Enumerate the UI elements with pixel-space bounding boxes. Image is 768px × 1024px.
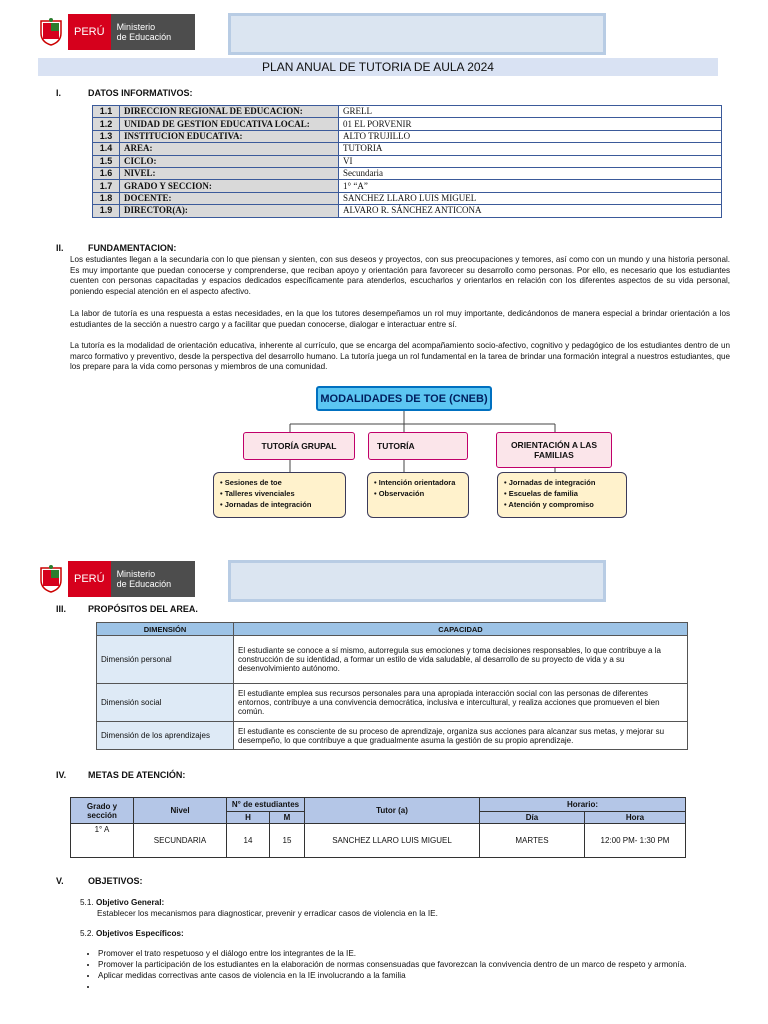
section-number: III. (56, 604, 67, 614)
diagram-list-tutoria-grupal (213, 472, 346, 518)
column-header: DIMENSIÓN (97, 623, 234, 636)
ministerio-label: Ministerio de Educación (111, 561, 196, 597)
table-row: 1.5 CICLO: VI (93, 155, 722, 167)
list-item: • Jornadas de integración (504, 478, 596, 487)
list-item: • Observación (374, 489, 425, 498)
section-title: FUNDAMENTACION: (88, 243, 177, 253)
column-header: CAPACIDAD (234, 623, 688, 636)
diagram-title: MODALIDADES DE TOE (CNEB) (316, 386, 492, 411)
ministerio-label: Ministerio de Educación (111, 14, 196, 50)
objetivo-general-text: Establecer los mecanismos para diagnosticar, prevenir y erradicar casos de violencia en la IE. (97, 909, 438, 918)
peru-label: PERÚ (68, 14, 111, 50)
table-row: Dimensión social El estudiante emplea sus recursos personales para una apropiada interacción social con las personas de diferentes entornos, contribuye a una convivencia democrática, inclusiva e intercultural, y realiza acciones que promueven el bien común. (97, 684, 688, 722)
fundamentacion-paragraph: Los estudiantes llegan a la secundaria con lo que piensan y sienten, con sus deseos y proyectos, con sus preocupaciones y temores, así como con un mundo y una historia personal. Es muy importante que puedan conocerse y comprenderse, que reciban apoyo y orientación para favorecer su desarrollo como personas. Por ello, es necesario que los estudiantes cuenten con personas capacitadas y espacios dedicados específicamente para atenderlos, escucharlos y orientarlos en relación con los diferentes aspectos de su vida personal, poniendo especial atención en el aspecto afectivo. (70, 255, 730, 296)
objetivos-list (80, 948, 718, 992)
fundamentacion-paragraph: La labor de tutoría es una respuesta a estas necesidades, en la que los tutores desempeñamos un rol muy importante, dedicándonos de manera especial a brindar orientación a los estudiantes de la sección a nuestro cargo y a facilitar que puedan conocerse, dialogar e interactuar entre sí. (70, 309, 730, 329)
peru-label: PERÚ (68, 561, 111, 597)
table-row: 1.9 DIRECTOR(A): ALVARO R. SÁNCHEZ ANTICONA (93, 205, 722, 217)
section-title: DATOS INFORMATIVOS: (88, 88, 193, 98)
table-row: Dimensión personal El estudiante se conoce a sí mismo, autorregula sus emociones y toma decisiones responsables, lo que contribuye a la construcción de su identidad, a formar un estilo de vida saludable, al desarrollo de su proyecto de vida y a su desenvolvimiento autónomo. (97, 636, 688, 684)
list-item: • Sesiones de toe (220, 478, 282, 487)
diagram-list-orientacion (497, 472, 627, 518)
list-item: • Promover el trato respetuoso y el diálogo entre los integrantes de la IE. (98, 948, 718, 959)
list-item: • Talleres vivenciales (220, 489, 295, 498)
list-item: • Atención y compromiso (504, 500, 594, 509)
table-row: Dimensión de los aprendizajes El estudiante es consciente de su proceso de aprendizaje, organiza sus acciones para alcanzar sus metas, y mejorar su desempeño, lo que contribuye a que gradualmente asuma la gestión de su propio aprendizaje. (97, 722, 688, 750)
list-item: • Escuelas de familia (504, 489, 578, 498)
table-row: 1.6 NIVEL: Secundaria (93, 167, 722, 179)
section-title: METAS DE ATENCIÓN: (88, 770, 186, 780)
list-item: • Intención orientadora (374, 478, 456, 487)
objetivos-especificos-heading: 5.2. Objetivos Específicos: (80, 929, 184, 938)
section-title: OBJETIVOS: (88, 876, 143, 886)
header-blank-box (228, 560, 606, 602)
table-row: 1.7 GRADO Y SECCION: 1° “A” (93, 180, 722, 192)
diagram-node-tutoria: TUTORÍA (368, 432, 468, 460)
table-row: 1.4 AREA: TUTORIA (93, 143, 722, 155)
coat-of-arms-icon (34, 561, 68, 597)
list-item (98, 981, 718, 992)
metas-table: Grado y sección Nivel N° de estudiantes Tutor (a) Horario: H M Día Hora 1° A SECUNDARIA 14 15 SANCHEZ LLARO LUIS MIGUEL MARTES 12:00 PM- 1:30 PM (70, 797, 686, 858)
list-item: • Promover la participación de los estudiantes en la elaboración de normas consensuadas que favorezcan la convivencia dentro de un marco de respeto y armonía. (98, 959, 718, 970)
list-item: • Jornadas de integración (220, 500, 312, 509)
section-number: V. (56, 876, 64, 886)
section-number: II. (56, 243, 64, 253)
section-number: I. (56, 88, 62, 98)
page-title: PLAN ANUAL DE TUTORIA DE AULA 2024 (38, 58, 718, 76)
table-row: 1.8 DOCENTE: SANCHEZ LLARO LUIS MIGUEL (93, 192, 722, 204)
diagram-node-orientacion-familias: ORIENTACIÓN A LAS FAMILIAS (496, 432, 612, 468)
propositos-table (96, 622, 688, 750)
table-row: 1° A SECUNDARIA 14 15 SANCHEZ LLARO LUIS MIGUEL MARTES 12:00 PM- 1:30 PM (71, 824, 686, 858)
diagram-list-tutoria (367, 472, 469, 518)
fundamentacion-paragraph: La tutoría es la modalidad de orientación educativa, inherente al currículo, que se encarga del acompañamiento socio-afectivo, cognitivo y pedagógico de los estudiantes dentro de un marco formativo y preventivo, desde la perspectiva del desarrollo humano. La tutoría juega un rol fundamental en la tarea de brindar una formación integral a nuestros estudiantes, que los prepare para la vida como personas y miembros de una comunidad. (70, 341, 730, 371)
list-item: • Aplicar medidas correctivas ante casos de violencia en la IE involucrando a la familia (98, 970, 718, 981)
section-title: PROPÓSITOS DEL AREA. (88, 604, 198, 614)
section-number: IV. (56, 770, 67, 780)
minedu-logo (34, 561, 195, 597)
table-row: 1.1 DIRECCION REGIONAL DE EDUCACION: GRELL (93, 106, 722, 118)
objetivo-general-heading: 5.1. Objetivo General: (80, 898, 165, 907)
diagram-node-tutoria-grupal: TUTORÍA GRUPAL (243, 432, 355, 460)
table-row: 1.3 INSTITUCION EDUCATIVA: ALTO TRUJILLO (93, 130, 722, 142)
table-row: 1.2 UNIDAD DE GESTION EDUCATIVA LOCAL: 01 EL PORVENIR (93, 118, 722, 130)
